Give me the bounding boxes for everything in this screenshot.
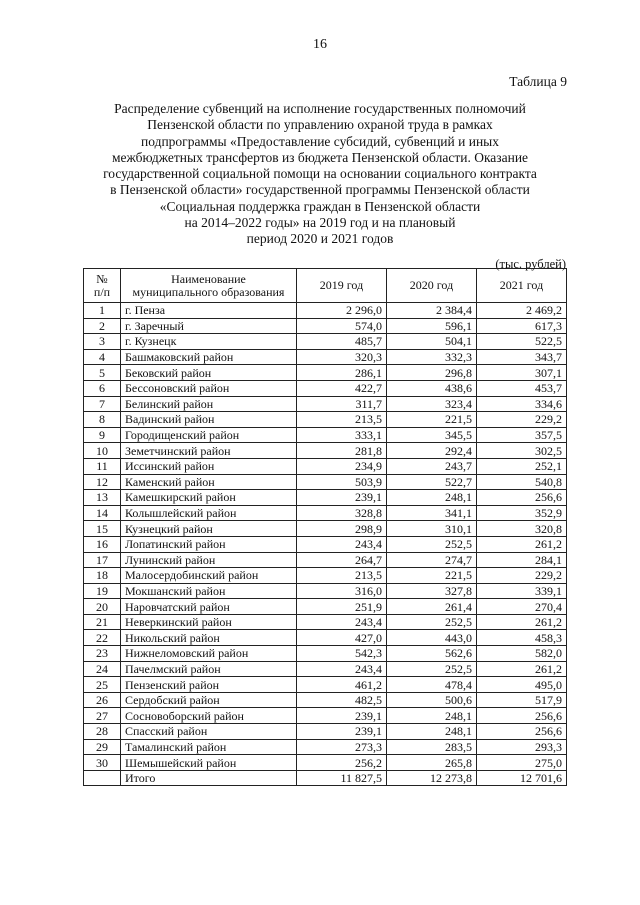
- cell-2021: 261,2: [477, 661, 567, 677]
- table-row: [84, 536, 567, 552]
- table-row: [84, 474, 567, 490]
- cell-2019: 422,7: [297, 380, 387, 396]
- table-row: [84, 521, 567, 537]
- subventions-table: [83, 268, 567, 786]
- cell-2020: 221,5: [387, 412, 477, 428]
- cell-municipality: Земетчинский район: [121, 443, 297, 459]
- cell-2020: 243,7: [387, 458, 477, 474]
- cell-num: 25: [84, 677, 121, 693]
- title-line: государственной социальной помощи на основании социального контракта: [103, 166, 537, 182]
- table-label: Таблица 9: [509, 74, 567, 89]
- cell-2020: 274,7: [387, 552, 477, 568]
- cell-municipality: Белинский район: [121, 396, 297, 412]
- cell-num: 16: [84, 536, 121, 552]
- table-row: [84, 630, 567, 646]
- cell-2019: 316,0: [297, 583, 387, 599]
- cell-num: 15: [84, 521, 121, 537]
- cell-2019: 333,1: [297, 427, 387, 443]
- cell-municipality: Иссинский район: [121, 458, 297, 474]
- cell-2019: 542,3: [297, 646, 387, 662]
- table-row: [84, 661, 567, 677]
- cell-2019: 213,5: [297, 568, 387, 584]
- table-row: [84, 568, 567, 584]
- cell-num: 20: [84, 599, 121, 615]
- cell-municipality: Малосердобинский район: [121, 568, 297, 584]
- cell-2020: 345,5: [387, 427, 477, 443]
- title-line: на 2014–2022 годы» на 2019 год и на плановый: [184, 215, 456, 231]
- cell-num: 6: [84, 380, 121, 396]
- cell-2020: 596,1: [387, 318, 477, 334]
- cell-2021: 334,6: [477, 396, 567, 412]
- cell-2020: 522,7: [387, 474, 477, 490]
- cell-2019: 281,8: [297, 443, 387, 459]
- cell-2021: 352,9: [477, 505, 567, 521]
- cell-2019: 311,7: [297, 396, 387, 412]
- cell-municipality: Камешкирский район: [121, 490, 297, 506]
- cell-2019: 298,9: [297, 521, 387, 537]
- cell-num: 30: [84, 755, 121, 771]
- cell-2020: 248,1: [387, 708, 477, 724]
- cell-num: 22: [84, 630, 121, 646]
- cell-2021: 302,5: [477, 443, 567, 459]
- cell-municipality: Итого: [121, 770, 297, 786]
- cell-2021: 256,6: [477, 724, 567, 740]
- cell-2020: 296,8: [387, 365, 477, 381]
- table-row: [84, 614, 567, 630]
- cell-num: 11: [84, 458, 121, 474]
- table-row: [84, 412, 567, 428]
- cell-num: 18: [84, 568, 121, 584]
- cell-2020: 327,8: [387, 583, 477, 599]
- cell-2021: 229,2: [477, 568, 567, 584]
- table-row: [84, 334, 567, 350]
- cell-2020: 292,4: [387, 443, 477, 459]
- cell-2019: 243,4: [297, 661, 387, 677]
- table-total-row: [84, 770, 567, 786]
- page-number: 16: [313, 37, 327, 52]
- cell-municipality: Кузнецкий район: [121, 521, 297, 537]
- cell-num: 1: [84, 303, 121, 319]
- cell-2020: 252,5: [387, 661, 477, 677]
- cell-municipality: Вадинский район: [121, 412, 297, 428]
- title-line: Распределение субвенций на исполнение государственных полномочий: [114, 101, 526, 116]
- cell-num: 26: [84, 692, 121, 708]
- table-row: [84, 318, 567, 334]
- cell-2019: 234,9: [297, 458, 387, 474]
- cell-2021: 307,1: [477, 365, 567, 381]
- table-row: [84, 443, 567, 459]
- cell-2020: 252,5: [387, 536, 477, 552]
- cell-2021: 453,7: [477, 380, 567, 396]
- cell-num: [84, 770, 121, 786]
- cell-2019: 251,9: [297, 599, 387, 615]
- cell-2020: 323,4: [387, 396, 477, 412]
- title-line: Пензенской области по управлению охраной труда в рамках: [147, 117, 493, 133]
- cell-2020: 562,6: [387, 646, 477, 662]
- cell-2021: 495,0: [477, 677, 567, 693]
- cell-2021: 284,1: [477, 552, 567, 568]
- cell-2020: 443,0: [387, 630, 477, 646]
- cell-municipality: Лопатинский район: [121, 536, 297, 552]
- cell-num: 24: [84, 661, 121, 677]
- cell-2020: 478,4: [387, 677, 477, 693]
- cell-municipality: Городищенский район: [121, 427, 297, 443]
- table-row: [84, 380, 567, 396]
- table-row: [84, 365, 567, 381]
- cell-2020: 2 384,4: [387, 303, 477, 319]
- cell-2019: 328,8: [297, 505, 387, 521]
- cell-municipality: Колышлейский район: [121, 505, 297, 521]
- cell-2019: 2 296,0: [297, 303, 387, 319]
- table-row: [84, 583, 567, 599]
- cell-2020: 283,5: [387, 739, 477, 755]
- table-row: [84, 724, 567, 740]
- cell-num: 7: [84, 396, 121, 412]
- cell-2020: 341,1: [387, 505, 477, 521]
- table-row: [84, 677, 567, 693]
- title-line: подпрограммы «Предоставление субсидий, субвенций и иных: [140, 133, 500, 149]
- header-name-line2: муниципального образования: [132, 284, 285, 299]
- cell-municipality: Тамалинский район: [121, 739, 297, 755]
- cell-num: 27: [84, 708, 121, 724]
- cell-2021: 540,8: [477, 474, 567, 490]
- table-row: [84, 599, 567, 615]
- cell-num: 3: [84, 334, 121, 350]
- cell-2020: 252,5: [387, 614, 477, 630]
- cell-num: 4: [84, 349, 121, 365]
- cell-2021: 617,3: [477, 318, 567, 334]
- cell-num: 23: [84, 646, 121, 662]
- cell-municipality: Башмаковский район: [121, 349, 297, 365]
- cell-2021: 343,7: [477, 349, 567, 365]
- cell-municipality: Спасский район: [121, 724, 297, 740]
- cell-municipality: Каменский район: [121, 474, 297, 490]
- table-row: [84, 458, 567, 474]
- cell-municipality: Сердобский район: [121, 692, 297, 708]
- cell-municipality: г. Заречный: [121, 318, 297, 334]
- cell-2020: 310,1: [387, 521, 477, 537]
- cell-num: 14: [84, 505, 121, 521]
- cell-2021: 256,6: [477, 708, 567, 724]
- header-2020: 2020 год: [387, 269, 477, 303]
- cell-municipality: г. Пенза: [121, 303, 297, 319]
- cell-2021: 582,0: [477, 646, 567, 662]
- cell-2021: 275,0: [477, 755, 567, 771]
- cell-2020: 12 273,8: [387, 770, 477, 786]
- cell-num: 9: [84, 427, 121, 443]
- cell-2021: 261,2: [477, 536, 567, 552]
- cell-num: 28: [84, 724, 121, 740]
- table-row: [84, 708, 567, 724]
- cell-2020: 261,4: [387, 599, 477, 615]
- header-2021: 2021 год: [477, 269, 567, 303]
- table-row: [84, 739, 567, 755]
- cell-municipality: Мокшанский район: [121, 583, 297, 599]
- cell-num: 29: [84, 739, 121, 755]
- cell-2021: 256,6: [477, 490, 567, 506]
- title-line: период 2020 и 2021 годов: [246, 231, 394, 247]
- cell-2021: 2 469,2: [477, 303, 567, 319]
- cell-num: 19: [84, 583, 121, 599]
- cell-num: 8: [84, 412, 121, 428]
- table-row: [84, 552, 567, 568]
- cell-2021: 339,1: [477, 583, 567, 599]
- header-name: [121, 269, 297, 303]
- cell-2019: 239,1: [297, 490, 387, 506]
- table-row: [84, 349, 567, 365]
- cell-2021: 252,1: [477, 458, 567, 474]
- cell-2020: 504,1: [387, 334, 477, 350]
- table-header-row: [84, 269, 567, 303]
- cell-municipality: Нижнеломовский район: [121, 646, 297, 662]
- table-row: [84, 396, 567, 412]
- cell-num: 17: [84, 552, 121, 568]
- cell-municipality: Наровчатский район: [121, 599, 297, 615]
- table-row: [84, 427, 567, 443]
- cell-municipality: Бековский район: [121, 365, 297, 381]
- table-row: [84, 303, 567, 319]
- table-row: [84, 490, 567, 506]
- header-2019: 2019 год: [297, 269, 387, 303]
- cell-num: 5: [84, 365, 121, 381]
- cell-2021: 320,8: [477, 521, 567, 537]
- title-line: межбюджетных трансфертов из бюджета Пензенской области. Оказание: [111, 149, 529, 165]
- cell-2019: 320,3: [297, 349, 387, 365]
- cell-2020: 221,5: [387, 568, 477, 584]
- table-row: [84, 505, 567, 521]
- cell-2021: 357,5: [477, 427, 567, 443]
- cell-num: 13: [84, 490, 121, 506]
- header-num: [84, 269, 121, 303]
- cell-2020: 248,1: [387, 490, 477, 506]
- title-line: в Пензенской области» государственной программы Пензенской области: [110, 182, 530, 198]
- cell-num: 10: [84, 443, 121, 459]
- cell-municipality: Никольский район: [121, 630, 297, 646]
- cell-num: 21: [84, 614, 121, 630]
- cell-2019: 461,2: [297, 677, 387, 693]
- cell-2019: 574,0: [297, 318, 387, 334]
- cell-2021: 270,4: [477, 599, 567, 615]
- table-row: [84, 692, 567, 708]
- cell-2019: 427,0: [297, 630, 387, 646]
- cell-municipality: Сосновоборский район: [121, 708, 297, 724]
- cell-2019: 482,5: [297, 692, 387, 708]
- cell-2019: 243,4: [297, 536, 387, 552]
- cell-municipality: Бессоновский район: [121, 380, 297, 396]
- header-name-line1: Наименование: [171, 271, 246, 286]
- cell-2019: 239,1: [297, 724, 387, 740]
- cell-2021: 458,3: [477, 630, 567, 646]
- cell-num: 2: [84, 318, 121, 334]
- cell-2019: 239,1: [297, 708, 387, 724]
- cell-2019: 213,5: [297, 412, 387, 428]
- cell-2019: 503,9: [297, 474, 387, 490]
- cell-municipality: Шемышейский район: [121, 755, 297, 771]
- cell-municipality: Неверкинский район: [121, 614, 297, 630]
- cell-2021: 229,2: [477, 412, 567, 428]
- cell-2021: 293,3: [477, 739, 567, 755]
- cell-2019: 243,4: [297, 614, 387, 630]
- cell-2020: 438,6: [387, 380, 477, 396]
- cell-municipality: Пачелмский район: [121, 661, 297, 677]
- cell-2020: 500,6: [387, 692, 477, 708]
- cell-2019: 273,3: [297, 739, 387, 755]
- cell-2020: 332,3: [387, 349, 477, 365]
- cell-2019: 11 827,5: [297, 770, 387, 786]
- cell-municipality: г. Кузнецк: [121, 334, 297, 350]
- cell-2021: 517,9: [477, 692, 567, 708]
- cell-municipality: Пензенский район: [121, 677, 297, 693]
- cell-2019: 264,7: [297, 552, 387, 568]
- cell-2019: 485,7: [297, 334, 387, 350]
- cell-2020: 248,1: [387, 724, 477, 740]
- table-row: [84, 755, 567, 771]
- table-row: [84, 646, 567, 662]
- cell-2019: 286,1: [297, 365, 387, 381]
- header-num-line1: №: [96, 271, 108, 286]
- cell-2021: 261,2: [477, 614, 567, 630]
- title-line: «Социальная поддержка граждан в Пензенской области: [159, 198, 481, 214]
- header-num-line2: п/п: [93, 284, 111, 299]
- document-title: [70, 101, 570, 248]
- units-label: (тыс. рублей): [495, 257, 566, 271]
- cell-2021: 522,5: [477, 334, 567, 350]
- cell-2019: 256,2: [297, 755, 387, 771]
- cell-2021: 12 701,6: [477, 770, 567, 786]
- cell-2020: 265,8: [387, 755, 477, 771]
- cell-num: 12: [84, 474, 121, 490]
- cell-municipality: Лунинский район: [121, 552, 297, 568]
